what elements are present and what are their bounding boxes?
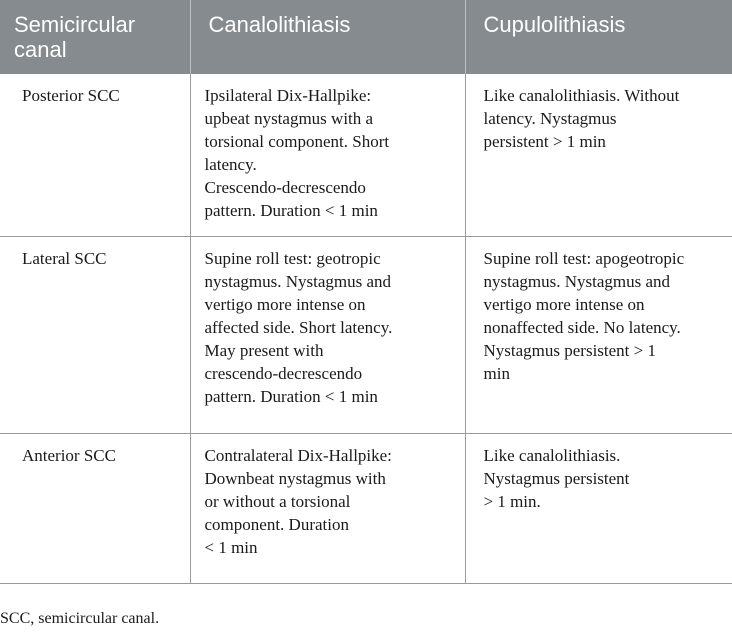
- cell-line: upbeat nystagmus with a: [204, 109, 374, 128]
- cell-line: Contralateral Dix-Hallpike:: [204, 445, 392, 465]
- header-col1-line1: Semicircular: [14, 12, 136, 37]
- table-footnote: SCC, semicircular canal.: [0, 610, 160, 627]
- header-col1-line2: canal: [14, 37, 67, 62]
- cell-canalolithiasis: [190, 236, 465, 433]
- cell-line: May present with: [204, 340, 324, 360]
- header-row: [0, 0, 732, 74]
- cell-cupulolithiasis: [465, 433, 732, 583]
- cell-line: vertigo more intense on: [483, 294, 645, 314]
- header-canalolithiasis: Canalolithiasis: [190, 0, 465, 74]
- cell-cupulolithiasis: [465, 74, 732, 236]
- cell-line: nystagmus. Nystagmus and: [204, 271, 392, 291]
- table-body: [0, 74, 732, 583]
- cell-line: torsional component. Short: [204, 132, 390, 151]
- cell-canal: Anterior SCC: [0, 433, 190, 583]
- header-semicircular-canal: [0, 0, 190, 74]
- table-row: [0, 236, 732, 433]
- cell-line: Ipsilateral Dix-Hallpike:: [204, 86, 372, 105]
- cell-line: Like canalolithiasis.: [483, 445, 621, 465]
- table-row: [0, 433, 732, 583]
- cell-line: Nystagmus persistent > 1: [483, 340, 656, 360]
- table-header: [0, 0, 732, 74]
- cell-line: pattern. Duration < 1 min: [204, 386, 378, 406]
- table-row: [0, 74, 732, 236]
- cell-line: Like canalolithiasis. Without: [483, 86, 680, 105]
- cell-line: persistent > 1 min: [483, 132, 606, 151]
- cell-line: > 1 min.: [483, 491, 541, 511]
- cell-canalolithiasis: [190, 433, 465, 583]
- cell-line: vertigo more intense on: [204, 294, 366, 314]
- cell-line: Nystagmus persistent: [483, 468, 630, 488]
- header-cupulolithiasis: Cupulolithiasis: [465, 0, 732, 74]
- cell-line: component. Duration: [204, 514, 349, 534]
- cell-line: < 1 min: [204, 537, 258, 557]
- cell-line: crescendo-decrescendo: [204, 363, 363, 383]
- cell-line: min: [483, 363, 510, 383]
- cell-line: Supine roll test: geotropic: [204, 248, 381, 268]
- cell-line: latency.: [204, 155, 257, 174]
- cell-line: nystagmus. Nystagmus and: [483, 271, 671, 291]
- cell-canal: Lateral SCC: [0, 236, 190, 433]
- cell-line: or without a torsional: [204, 491, 351, 511]
- cell-line: Downbeat nystagmus with: [204, 468, 386, 488]
- cell-line: affected side. Short latency.: [204, 317, 393, 337]
- cell-canalolithiasis: [190, 74, 465, 236]
- cell-canal: Posterior SCC: [0, 74, 190, 236]
- cell-line: nonaffected side. No latency.: [483, 317, 681, 337]
- cell-line: Supine roll test: apogeotropic: [483, 248, 685, 268]
- cell-cupulolithiasis: [465, 236, 732, 433]
- cell-line: latency. Nystagmus: [483, 109, 617, 128]
- cell-line: pattern. Duration < 1 min: [204, 201, 378, 220]
- cell-line: Crescendo-decrescendo: [204, 178, 366, 197]
